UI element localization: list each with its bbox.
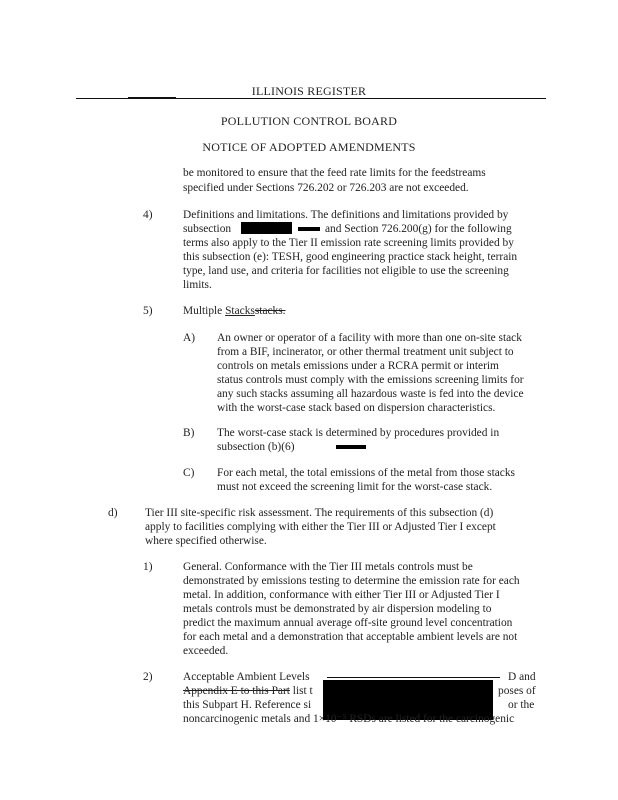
item-5b-label: B) xyxy=(183,427,195,439)
item-5b-line: subsection (b)(6) xyxy=(217,441,295,453)
item-d1-line: metal. In addition, conformance with either Tier III or Adjusted Tier I xyxy=(183,589,500,601)
item-4-label: 4) xyxy=(143,209,153,221)
item-d2-line3-start: this Subpart H. Reference si xyxy=(183,699,312,711)
item-d-line: Tier III site-specific risk assessment. The requirements of this subsection (d) xyxy=(145,507,494,519)
redaction-mark xyxy=(298,227,320,231)
item-d1-line: for each metal and a demonstration that acceptable ambient levels are not xyxy=(183,631,518,643)
register-title: ILLINOIS REGISTER xyxy=(251,84,367,98)
item-5c-label: C) xyxy=(183,467,195,479)
continuation-line: specified under Sections 726.202 or 726.203 are not exceeded. xyxy=(183,182,469,194)
item-5a-line: from a BIF, incinerator, or other thermal treatment unit subject to xyxy=(217,346,514,358)
item-d2-label: 2) xyxy=(143,671,153,683)
item-d1-line: metals controls must be demonstrated by air dispersion modeling to xyxy=(183,603,492,615)
item-d1-line: exceeded. xyxy=(183,645,229,657)
item-d2-line2-mid: list t xyxy=(289,685,313,697)
item-d-label: d) xyxy=(108,507,118,519)
item-d2-line4: noncarcinogenic metals and 1×10⁻⁵ RSDs are listed for the carcinogenic xyxy=(183,713,515,725)
item-5c-line: For each metal, the total emissions of the metal from those stacks xyxy=(217,467,515,479)
item-5a-line: with the worst-case stack based on dispersion characteristics. xyxy=(217,402,496,414)
strikeout-line xyxy=(327,677,500,678)
item-4-line: limits. xyxy=(183,279,212,291)
item-d2-line2-start xyxy=(183,684,313,698)
item-4-line: terms also apply to the Tier II emission rate screening limits provided by xyxy=(183,237,514,249)
item-4-line-start: subsection xyxy=(183,223,232,235)
item-5-title-prefix: Multiple xyxy=(183,305,226,317)
item-d2-line2-end: poses of xyxy=(498,685,536,697)
item-d2-line3-end: or the xyxy=(508,699,535,711)
item-d2-line1-end: D and xyxy=(508,671,536,683)
item-4-line: type, land use, and criteria for facilities not eligible to use the screening xyxy=(183,265,509,277)
item-d2-deleted-text: Appendix E to this Part xyxy=(183,685,290,697)
item-5a-line: any such stacks assuming all hazardous waste is fed into the device xyxy=(217,388,524,400)
header-rule-mark xyxy=(128,97,176,99)
item-4-line-end: and Section 726.200(g) for the following xyxy=(325,223,512,235)
item-d1-line: General. Conformance with the Tier III metals controls must be xyxy=(183,561,473,573)
item-5-title xyxy=(183,304,286,318)
item-5a-line: status controls must comply with the emissions screening limits for xyxy=(217,374,524,386)
item-d1-label: 1) xyxy=(143,561,153,573)
item-4-line: this subsection (e): TESH, good engineering practice stack height, terrain xyxy=(183,251,518,263)
item-d-line: apply to facilities complying with either the Tier III or Adjusted Tier I except xyxy=(145,521,496,533)
item-d2-line1-start: Acceptable Ambient Levels xyxy=(183,671,310,683)
item-5-title-deleted: stacks. xyxy=(254,305,286,317)
item-d1-line: demonstrated by emissions testing to determine the emission rate for each xyxy=(183,575,520,587)
item-5-label: 5) xyxy=(143,305,153,317)
board-title: POLLUTION CONTROL BOARD xyxy=(220,114,398,128)
item-d1-line: predict the maximum annual average off-site ground level concentration xyxy=(183,617,513,629)
item-5b-line: The worst-case stack is determined by procedures provided in xyxy=(217,427,500,439)
item-4-line: Definitions and limitations. The definitions and limitations provided by xyxy=(183,209,509,221)
notice-title: NOTICE OF ADOPTED AMENDMENTS xyxy=(202,140,416,154)
item-5a-line: An owner or operator of a facility with more than one on-site stack xyxy=(217,332,522,344)
item-d-line: where specified otherwise. xyxy=(145,535,267,547)
item-5c-line: must not exceed the screening limit for the worst-case stack. xyxy=(217,481,493,493)
item-5a-label: A) xyxy=(183,332,196,344)
continuation-line: be monitored to ensure that the feed rate limits for the feedstreams xyxy=(183,167,486,179)
item-5a-line: controls on metals emissions under a RCRA permit or interim xyxy=(217,360,499,372)
redaction-block xyxy=(241,222,292,234)
item-5-title-inserted: Stacks xyxy=(225,305,255,317)
redaction-mark xyxy=(336,445,366,449)
